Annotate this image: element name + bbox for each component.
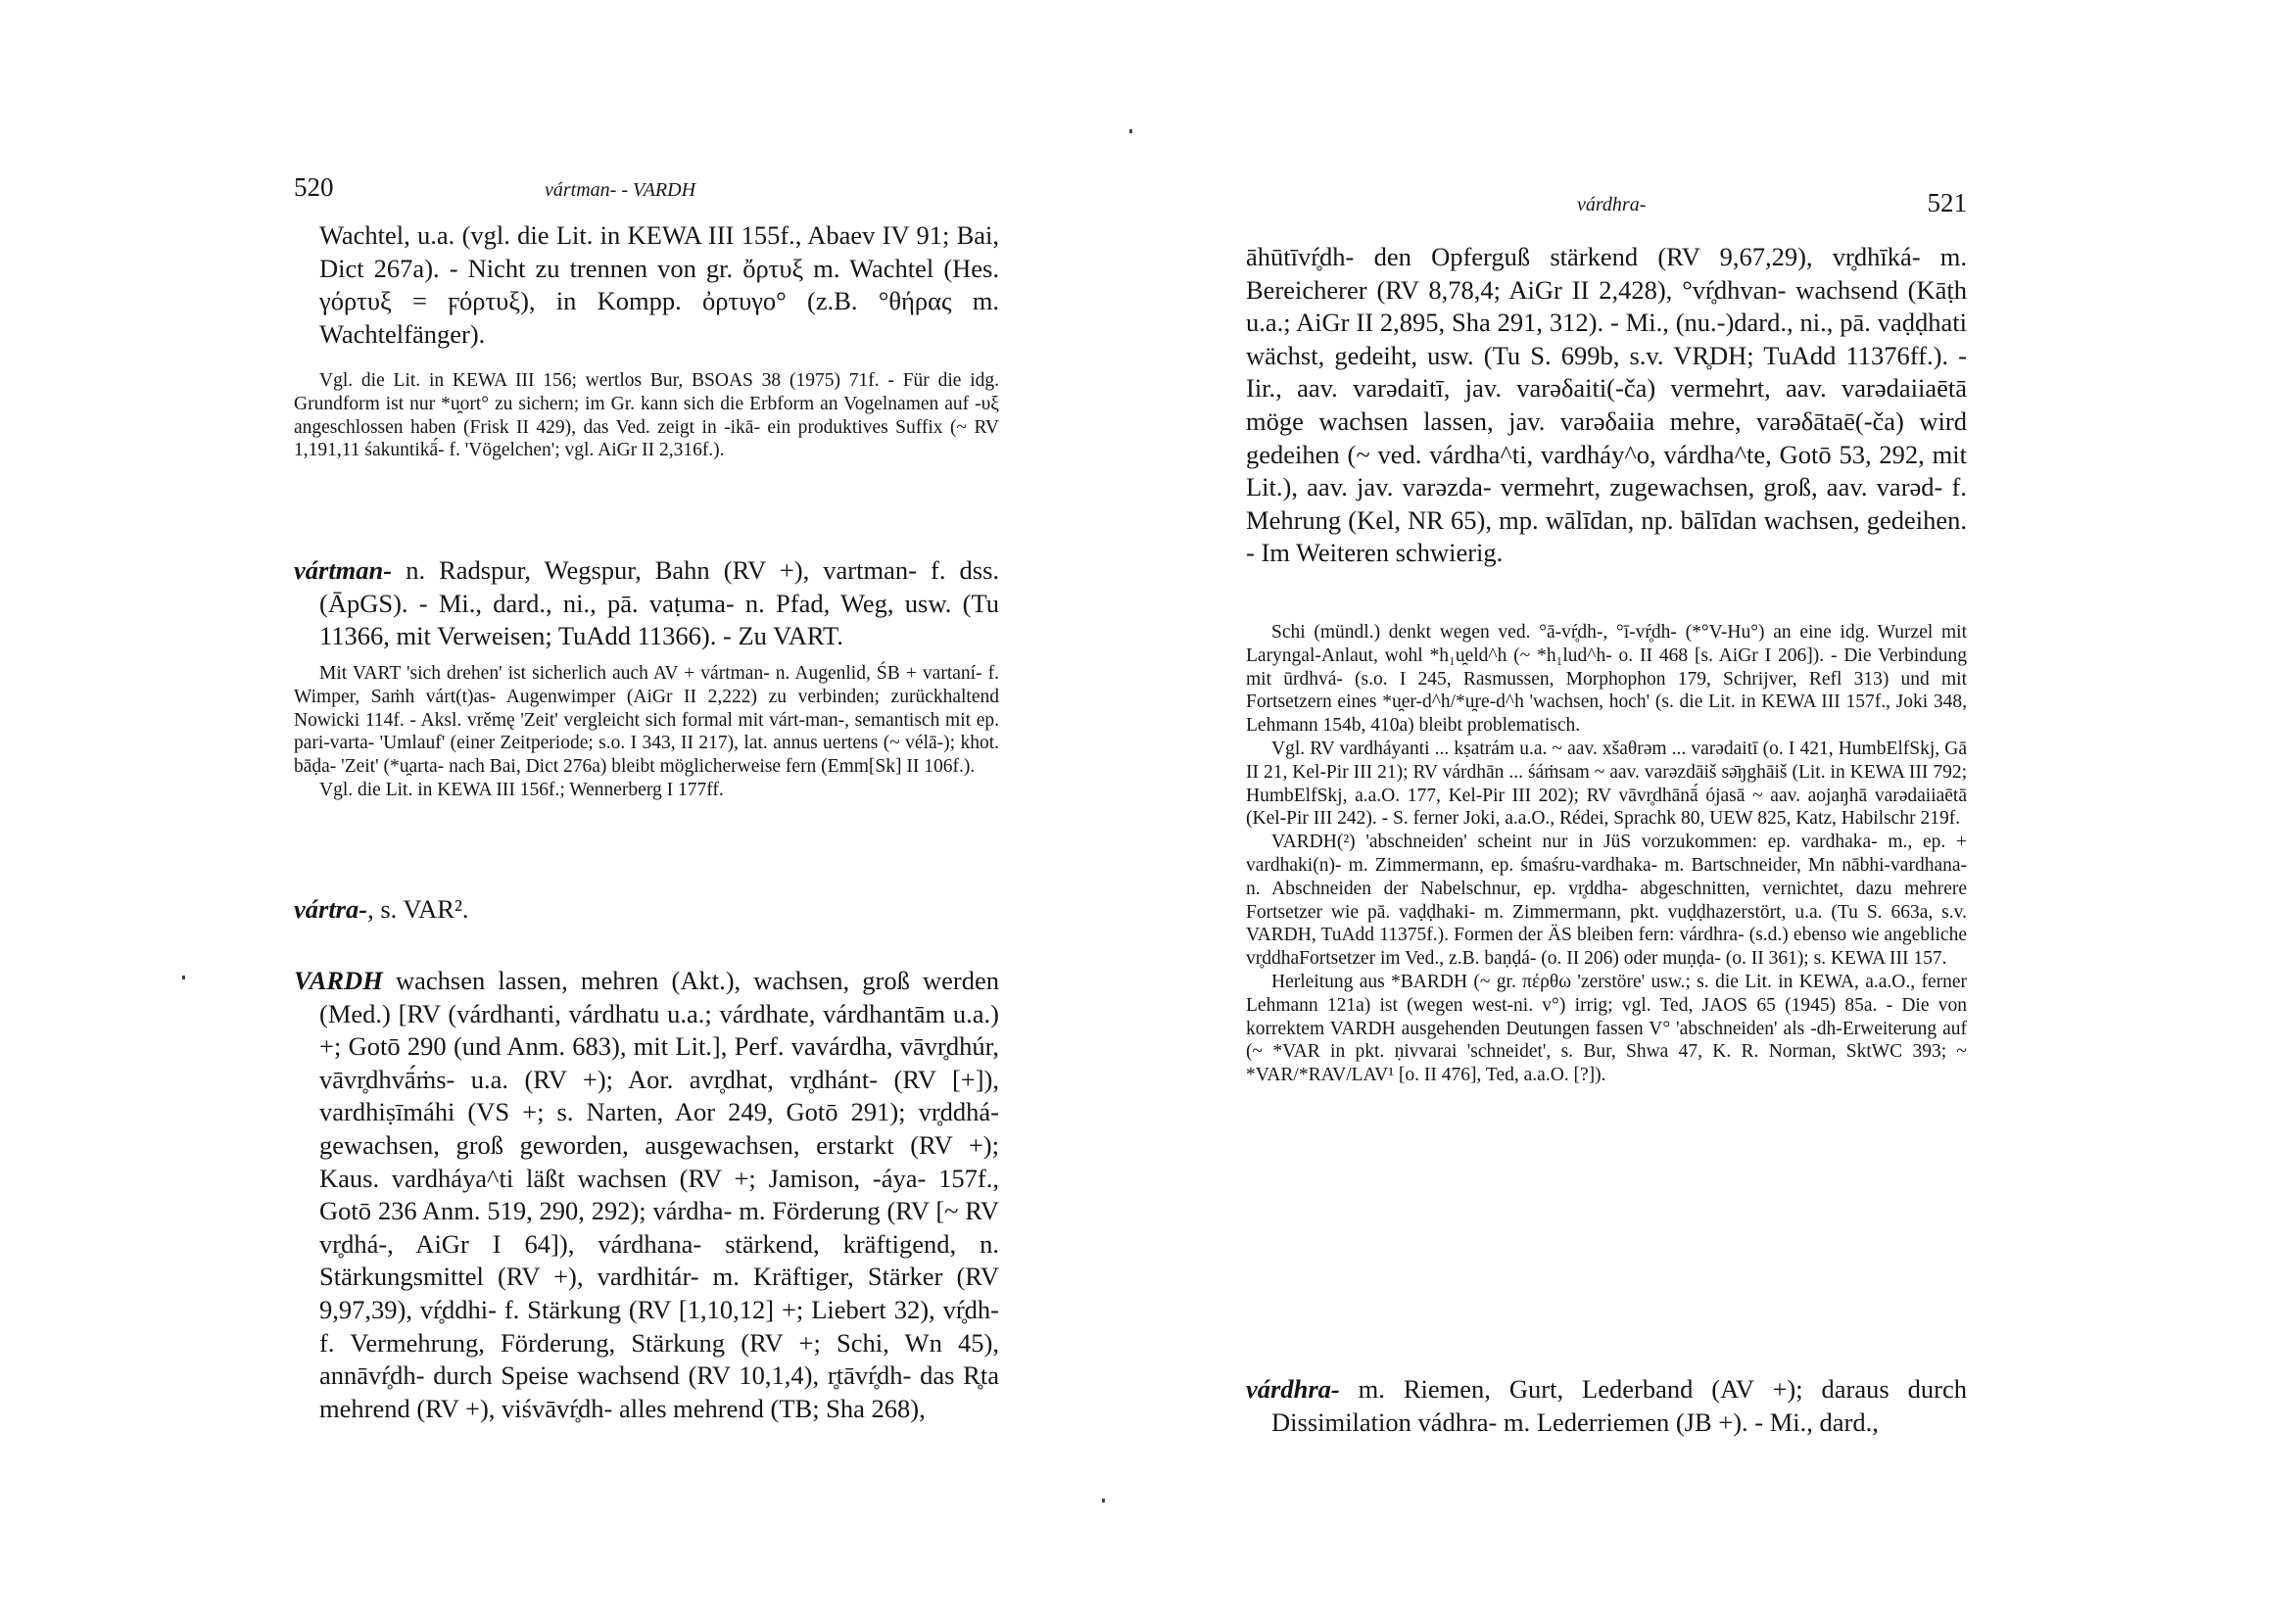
note-paragraph: Vgl. die Lit. in KEWA III 156; wertlos Bur, BSOAS 38 (1975) 71f. - Für die idg. Grundform ist nur *u̯ort° zu sichern; im Gr. kann sich die Erbform an Vogelnamen auf -υξ angeschlossen haben (Frisk II 429), das Ved. zeigt in -ikā- ein produktives Suffix (~ RV 1,191,11 śakuntikā́- f. 'Vögelchen'; vgl. AiGr II 2,316f.). [294, 370, 999, 461]
entry-text: wachsen lassen, mehren (Akt.), wachsen, groß werden (Med.) [RV (várdhanti, várdhatu u.a.; várdhate, várdhantām u.a.) +; Gotō 290 (und Anm. 683), mit Lit.], Perf. vavárdha, vāvr̥dhúr, vāvr̥dhvā́ṁs- u.a. (RV +); Aor. avr̥dhat, vr̥dhánt- (RV [+]), vardhiṣīmáhi (VS +; s. Narten, Aor 249, Gotō 291); vr̥ddhá- gewachsen, groß geworden, ausgewachsen, erstarkt (RV +); Kaus. vardháya^ti läßt wachsen (RV +; Jamison, -áya- 157f., Gotō 236 Anm. 519, 290, 292); várdha- m. Förderung (RV [~ RV vr̥dhá-, AiGr I 64]), várdhana- stärkend, kräftigend, n. Stärkungsmittel (RV +), vardhitár- m. Kräftiger, Stärker (RV 9,97,39), vŕ̥ddhi- f. Stärkung (RV [1,10,12] +; Liebert 32), vŕ̥dh- f. Vermehrung, Förderung, Stärkung (RV +; Schi, Wn 45), annāvŕ̥dh- durch Speise wachsend (RV 10,1,4), r̥tāvŕ̥dh- das R̥ta mehrend (RV +), viśvāvŕ̥dh- alles mehrend (TB; Sha 268), [319, 966, 1000, 1423]
note-block [1246, 621, 1967, 1087]
entry-paragraph [294, 893, 999, 927]
note-paragraph: Vgl. RV vardháyanti ... kṣatrám u.a. ~ aav. xšaθrəm ... varədaitī (o. I 421, HumbElfSkj, Gā II 21, Kel-Pir III 21); RV várdhān ... śáṁsam ~ aav. varəzdāiš sə̄ŋghāiš (Lit. in KEWA III 792; HumbElfSkj, a.a.O. 177, Kel-Pir III 202); RV vāvr̥dhānā́ ójasā ~ aav. aojaŋhā varədaiiaētā (Kel-Pir III 242). - S. ferner Joki, a.a.O., Rédei, Sprachk 80, UEW 825, Katz, Habilschr 219f. [1246, 738, 1967, 830]
scan-speck [1129, 129, 1132, 133]
note-paragraph: Mit VART 'sich drehen' ist sicherlich auch AV + vártman- n. Augenlid, ŚB + vartaní- f. Wimper, Saṁh várt(t)as- Augenwimper (AiGr II 2,222) zu verbinden; zurückhaltend Nowicki 114f. - Aksl. vrěmę 'Zeit' vergleicht sich formal mit várt-man-, semantisch mit ep. pari-varta- 'Umlauf' (einer Zeitperiode; s.o. I 343, II 217), lat. annus uertens (~ vélā-); khot. bāḍa- 'Zeit' (*u̯arta- nach Bai, Dict 276a) bleibt möglicherweise fern (Emm[Sk] II 106f.). [294, 663, 999, 778]
headword: várdhra- [1246, 1374, 1340, 1404]
headword: VARDH [294, 966, 383, 995]
note-block [294, 369, 999, 462]
entry-vardh [294, 965, 999, 1425]
page-number-right: 521 [1927, 188, 1967, 217]
entry-continuation [1246, 241, 1967, 570]
running-head-left: vártman- - VARDH [545, 179, 696, 201]
page-number-left: 520 [294, 172, 334, 202]
entry-vardhra [1246, 1373, 1967, 1439]
entry-text: , s. VAR². [367, 894, 469, 924]
entry-vartman [294, 554, 999, 653]
entry-paragraph [294, 554, 999, 653]
headword: vártra- [294, 894, 368, 924]
entry-paragraph [1246, 1373, 1967, 1439]
headword: vártman- [294, 555, 393, 585]
entry-continuation [294, 219, 999, 351]
note-paragraph: VARDH(²) 'abschneiden' scheint nur in JüS vorzukommen: ep. vardhaka- m., ep. + vardhaki(n)- m. Zimmermann, ep. śmaśru-vardhaka- m. Bartschneider, Mn nābhi-vardhana- n. Abschneiden der Nabelschnur, ep. vr̥ddha- abgeschnitten, vernichtet, dazu mehrere Fortsetzer wie pā. vaḍḍhaki- m. Zimmermann, pkt. vuḍḍhazerstört, u.a. (Tu S. 663a, s.v. VARDH, TuAdd 11375f.). Formen der ÄS bleiben fern: várdhra- (s.d.) ebenso wie angebliche vr̥ddhaFortsetzer im Ved., z.B. baṇḍá- (o. II 206) oder muṇḍa- (o. II 361); s. KEWA III 157. [1246, 832, 1967, 970]
note-paragraph: Schi (mündl.) denkt wegen ved. °ā-vŕ̥dh-, °ī-vŕ̥dh- (*°V-Hu°) an eine idg. Wurzel mit Laryngal-Anlaut, wohl *h₁u̯eld^h (~ *h₁lud^h- o. II 468 [s. AiGr I 206]). - Die Verbindung mit ūrdhvá- (s.o. I 245, Rasmussen, Morphophon 179, Schrijver, Refl 313) und mit Fortsetzern eines *u̯er-d^h/*u̯re-d^h 'wachsen, hoch' (s. die Lit. in KEWA III 157f., Joki 348, Lehmann 154b, 410a) bleibt problematisch. [1246, 622, 1967, 737]
scan-speck [182, 976, 185, 979]
note-block [294, 662, 999, 802]
entry-text: n. Radspur, Wegspur, Bahn (RV +), vartman- f. dss. (ĀpGS). - Mi., dard., ni., pā. vaṭuma- n. Pfad, Weg, usw. (Tu 11366, mit Verweisen; TuAdd 11366). - Zu VART. [319, 555, 1000, 651]
note-paragraph: Herleitung aus *BARDH (~ gr. πέρθω 'zerstöre' usw.; s. die Lit. in KEWA, a.a.O., ferner Lehmann 121a) ist (wegen west-ni. v°) irrig; vgl. Ted, JAOS 65 (1945) 85a. - Die von korrektem VARDH ausgehenden Deutungen fassen V° 'abschneiden' als -dh-Erweiterung auf (~ *VAR in pkt. ṇivvarai 'schneidet', s. Bur, Shwa 47, K. R. Norman, SktWC 393; ~ *VAR/*RAV/LAV¹ [o. II 476], Ted, a.a.O. [?]). [1246, 971, 1967, 1086]
entry-text: m. Riemen, Gurt, Lederband (AV +); daraus durch Dissimilation vádhra- m. Lederriemen (JB +). - Mi., dard., [1271, 1374, 1968, 1437]
paragraph: Wachtel, u.a. (vgl. die Lit. in KEWA III 155f., Abaev IV 91; Bai, Dict 267a). - Nicht zu trennen von gr. ὄρτυξ m. Wachtel (Hes. γόρτυξ = ϝόρτυξ), in Kompp. ὀρτυγο° (z.B. °θήρας m. Wachtelfänger). [319, 220, 999, 349]
running-head-right: várdhra- [1577, 194, 1647, 215]
scan-speck [1102, 1499, 1105, 1503]
entry-vartra [294, 893, 999, 927]
paragraph: āhūtīvŕ̥dh- den Opferguß stärkend (RV 9,67,29), vr̥dhīká- m. Bereicherer (RV 8,78,4; AiGr II 2,428), °vŕ̥dhvan- wachsend (Kāṭh u.a.; AiGr II 2,895, Sha 291, 312). - Mi., (nu.-)dard., ni., pā. vaḍḍhati wächst, gedeiht, usw. (Tu S. 699b, s.v. VR̥DH; TuAdd 11376ff.). - Iir., aav. varədaitī, jav. varəδaiti(-ča) vermehrt, aav. varədaiiaētā möge wachsen lassen, jav. varəδaiia mehre, varəδātaē(-ča) wird gedeihen (~ ved. várdha^ti, vardháy^o, várdha^te, Gotō 53, 292, mit Lit.), aav. jav. varəzda- vermehrt, zugewachsen, groß, aav. varəd- f. Mehrung (Kel, NR 65), mp. wālīdan, np. bālīdan wachsen, gedeihen. - Im Weiteren schwierig. [1246, 242, 1967, 568]
note-paragraph: Vgl. die Lit. in KEWA III 156f.; Wennerberg I 177ff. [319, 779, 724, 800]
entry-paragraph [294, 965, 999, 1425]
